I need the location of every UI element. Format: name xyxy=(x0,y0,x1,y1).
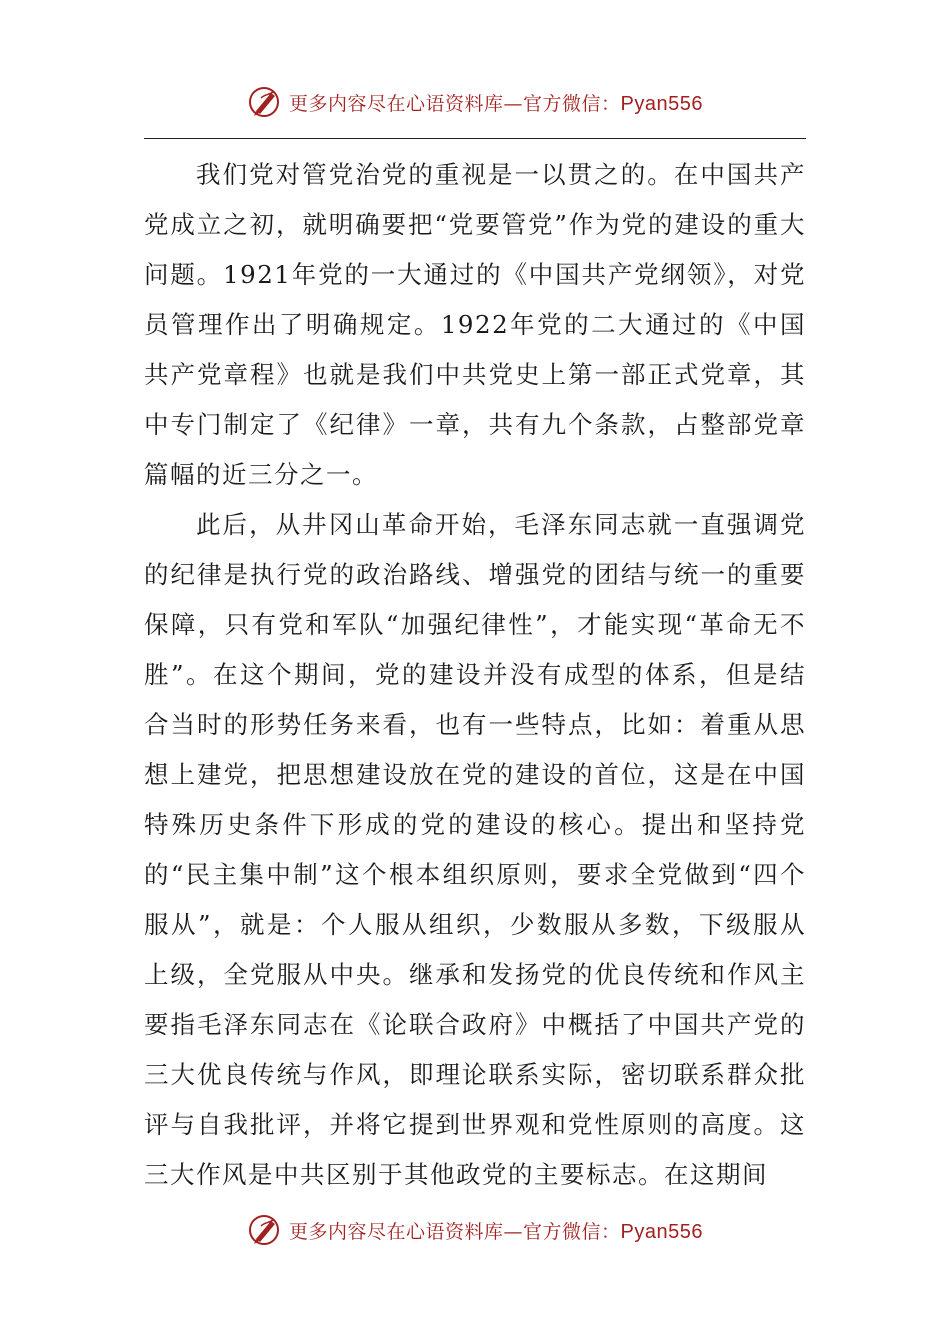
header-divider xyxy=(144,138,806,139)
banner-text xyxy=(289,89,703,116)
banner-wechat-id: Pyan556 xyxy=(620,92,703,115)
footer-banner xyxy=(0,1208,950,1252)
pen-logo-icon xyxy=(247,1212,283,1248)
paragraph-1: 我们党对管党治党的重视是一以贯之的。在中国共产党成立之初，就明确要把“党要管党”作为党的建设的重大问题。1921年党的一大通过的《中国共产党纲领》，对党员管理作出了明确规定。1922年党的二大通过的《中国共产党章程》也就是我们中共党史上第一部正式党章，其中专门制定了《纪律》一章，共有九个条款，占整部党章篇幅的近三分之一。 xyxy=(144,160,806,489)
pen-logo-icon xyxy=(247,84,283,120)
banner-label: 更多内容尽在心语资料库—官方微信： xyxy=(289,92,621,115)
banner-wechat-id: Pyan556 xyxy=(620,1220,703,1243)
document-body xyxy=(144,150,806,1200)
header-banner xyxy=(0,80,950,124)
banner-label: 更多内容尽在心语资料库—官方微信： xyxy=(289,1220,621,1243)
paragraph-2: 此后，从井冈山革命开始，毛泽东同志就一直强调党的纪律是执行党的政治路线、增强党的团结与统一的重要保障，只有党和军队“加强纪律性”，才能实现“革命无不胜”。在这个期间，党的建设并没有成型的体系，但是结合当时的形势任务来看，也有一些特点，比如：着重从思想上建党，把思想建设放在党的建设的首位，这是在中国特殊历史条件下形成的党的建设的核心。提出和坚持党的“民主集中制”这个根本组织原则，要求全党做到“四个服从”，就是：个人服从组织，少数服从多数，下级服从上级，全党服从中央。继承和发扬党的优良传统和作风主要指毛泽东同志在《论联合政府》中概括了中国共产党的三大优良传统与作风，即理论联系实际，密切联系群众批评与自我批评，并将它提到世界观和党性原则的高度。这三大作风是中共区别于其他政党的主要标志。在这期间 xyxy=(144,510,806,1189)
banner-text xyxy=(289,1217,703,1244)
